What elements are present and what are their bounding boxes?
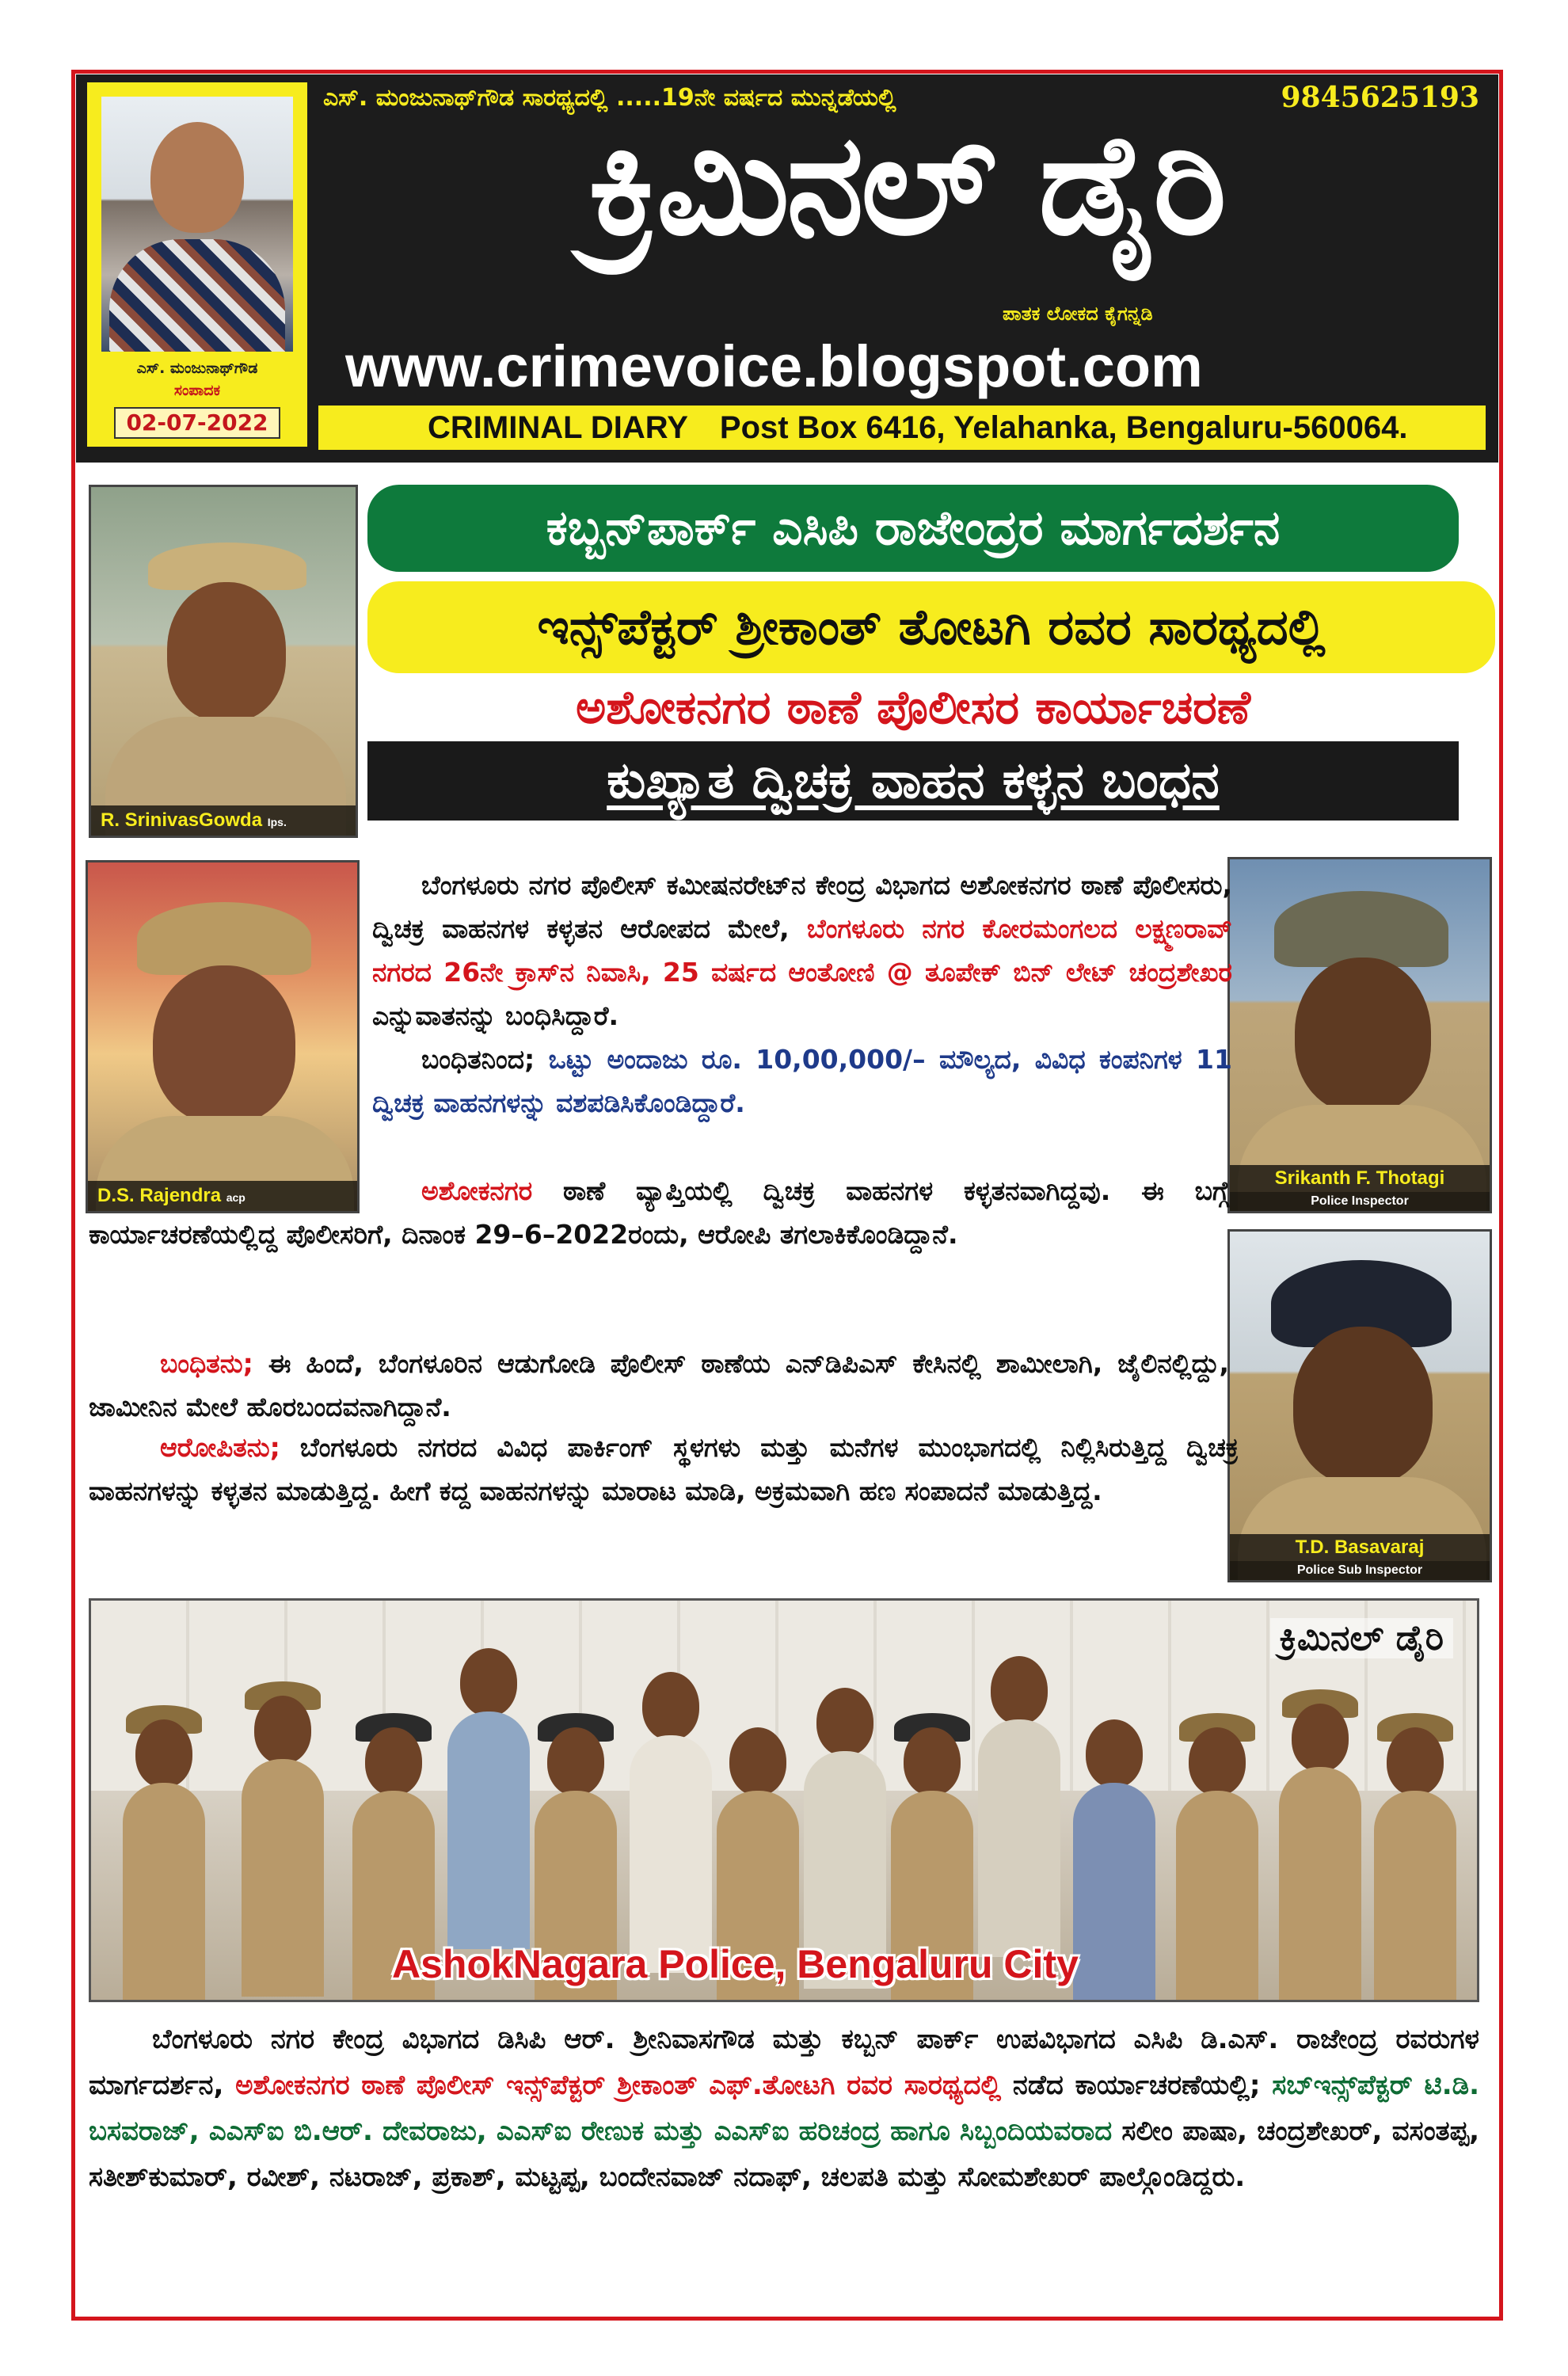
issue-date: 02-07-2022 xyxy=(114,407,280,439)
address-bar xyxy=(318,406,1486,450)
photo-caption-rank: Police Inspector xyxy=(1230,1192,1490,1211)
label-arrested: ಬಂಧಿತನು; xyxy=(160,1348,253,1379)
staff-credit: ಸಲೀಂ ಪಾಷಾ, ಚಂದ್ರಶೇಖರ್, ವಸಂತಪ್ಪ, ಸತೀಶ್‌ಕುಮಾರ್, ರವೀಶ್, ನಟರಾಜ್, ಪ್ರಕಾಶ್, ಮಟ್ಟಪ್ಪ, ಬಂದೇನವಾಜ್ ನದಾಫ್, ಚಲಪತಿ ಮತ್ತು ಸೋಮಶೇಖರ್ ಪಾಲ್ಗೊಂಡಿದ್ದರು. xyxy=(89,2115,1479,2193)
accused-details: ಬೆಂಗಳೂರು ನಗರ ಕೋರಮಂಗಲದ ಲಕ್ಷ್ಮಣರಾವ್ ನಗರದ 26ನೇ ಕ್ರಾಸ್‌ನ ನಿವಾಸಿ, 25 ವರ್ಷದ ಆಂತೋಣಿ @ ತೂಪೇಕ್ ಬಿನ್ ಲೇಟ್ ಚಂದ್ರಶೇಖರ xyxy=(372,913,1232,988)
group-photo xyxy=(89,1598,1479,2002)
article-paragraph-2 xyxy=(372,1038,1232,1125)
face xyxy=(167,582,286,722)
seizure-details: ಒಟ್ಟು ಅಂದಾಜು ರೂ. 10,00,000/– ಮೌಲ್ಯದ, ವಿವಿಧ ಕಂಪನಿಗಳ 11 ದ್ವಿಚಕ್ರ ವಾಹನಗಳನ್ನು ವಶಪಡಿಸಿಕೊಂಡಿದ್ದಾರೆ. xyxy=(372,1044,1232,1118)
article-paragraph-credits xyxy=(89,2016,1479,2200)
newspaper-title: ಕ್ರಿಮಿನಲ್ ಡೈರಿ xyxy=(588,104,1224,266)
photo-caption-name: Srikanth F. Thotagi xyxy=(1230,1165,1490,1192)
postal-address: Post Box 6416, Yelahanka, Bengaluru-560064. xyxy=(719,410,1408,445)
article-paragraph-3 xyxy=(89,1169,1229,1256)
team-credit: ಸಬ್‌ಇನ್ಸ್‌ಪೆಕ್ಟರ್ ಟಿ.ಡಿ. ಬಸವರಾಜ್, ಎಎಸ್‌ಐ ಬಿ.ಆರ್. ದೇವರಾಜು, ಎಎಸ್‌ಐ ರೇಣುಕ ಮತ್ತು ಎಎಸ್‌ಐ ಹರಿಚಂದ್ರ ಹಾಗೂ ಸಿಬ್ಬಂದಿಯವರಾದ xyxy=(89,2069,1479,2147)
headline-operation: ಅಶೋಕನಗರ ಠಾಣೆ ಪೊಲೀಸರ ಕಾರ್ಯಾಚರಣೆ xyxy=(575,680,1251,734)
photo-srinivas-gowda xyxy=(89,485,358,838)
text-span: ಬೆಂಗಳೂರು ನಗರ ಪೊಲೀಸ್ ಕಮೀಷನರೇಟ್‌ನ ಕೇಂದ್ರ ವಿಭಾಗದ ಅಶೋಕನಗರ ಠಾಣೆ ಪೊಲೀಸರು, ದ್ವಿಚಕ್ರ ವಾಹನಗಳ ಕಳ್ಳತನ ಆರೋಪದ ಮೇಲೆ, xyxy=(372,870,1232,944)
cap-icon xyxy=(137,902,311,975)
face xyxy=(1295,958,1431,1113)
paper-name: CRIMINAL DIARY xyxy=(428,410,688,445)
article-paragraph-1 xyxy=(372,863,1232,1038)
photo-caption-name: T.D. Basavaraj xyxy=(1230,1534,1490,1561)
text-span: ಈ ಹಿಂದೆ, ಬೆಂಗಳೂರಿನ ಆಡುಗೋಡಿ ಪೊಲೀಸ್ ಠಾಣೆಯ ಎನ್‌ಡಿಪಿಎಸ್ ಕೇಸಿನಲ್ಲಿ ಶಾಮೀಲಾಗಿ, ಜೈಲಿನಲ್ಲಿದ್ದು, ಜಾಮೀನಿನ ಮೇಲೆ ಹೊರಬಂದವನಾಗಿದ್ದಾನೆ. xyxy=(89,1348,1229,1422)
photo-caption-rank: acp xyxy=(226,1191,245,1204)
editor-name: ಎಸ್. ಮಂಜುನಾಥ್‌ಗೌಡ xyxy=(136,360,258,377)
station-name: ಅಶೋಕನಗರ xyxy=(421,1175,533,1206)
text-span: ನಡೆದ ಕಾರ್ಯಾಚರಣೆಯಲ್ಲಿ; xyxy=(1001,2069,1273,2101)
cap-icon xyxy=(1274,891,1448,967)
editor-photo-shirt xyxy=(109,239,285,352)
editor-photo-head xyxy=(150,122,244,233)
group-photo-caption: AshokNagara Police, Bengaluru City xyxy=(392,1942,1079,1986)
group-photo-logo: ಕ್ರಿಮಿನಲ್ ಡೈರಿ xyxy=(1270,1618,1453,1658)
text-span: ಬಂಧಿತನಿಂದ; xyxy=(421,1044,549,1075)
photo-caption-rank: Police Sub Inspector xyxy=(1230,1561,1490,1580)
photo-caption-name: D.S. Rajendra xyxy=(97,1185,222,1206)
text-span: ಎನ್ನುವಾತನನ್ನು ಬಂಧಿಸಿದ್ದಾರೆ. xyxy=(372,1000,619,1031)
text-span: ಬೆಂಗಳೂರು ನಗರದ ವಿವಿಧ ಪಾರ್ಕಿಂಗ್ ಸ್ಥಳಗಳು ಮತ್ತು ಮನೆಗಳ ಮುಂಭಾಗದಲ್ಲಿ ನಿಲ್ಲಿಸಿರುತ್ತಿದ್ದ ದ್ವಿಚಕ್ರ ವಾಹನಗಳನ್ನು ಕಳ್ಳತನ ಮಾಡುತ್ತಿದ್ದ. ಹೀಗೆ ಕದ್ದ ವಾಹನಗಳನ್ನು ಮಾರಾಟ ಮಾಡಿ, ಅಕ್ರಮವಾಗಿ ಹಣ ಸಂಪಾದನೆ ಮಾಡುತ್ತಿದ್ದ. xyxy=(89,1432,1239,1506)
text-span: ಬೆಂಗಳೂರು ನಗರ ಕೇಂದ್ರ ವಿಭಾಗದ ಡಿಸಿಪಿ ಆರ್. ಶ್ರೀನಿವಾಸಗೌಡ ಮತ್ತು ಕಬ್ಬನ್ ಪಾರ್ಕ್ ಉಪವಿಭಾಗದ ಎಸಿಪಿ ಡಿ.ಎಸ್. ರಾಜೇಂದ್ರ ರವರುಗಳ ಮಾರ್ಗದರ್ಶನ, xyxy=(89,2024,1479,2101)
masthead xyxy=(76,74,1498,463)
photo-caption-rank: Ips. xyxy=(267,816,287,828)
article-paragraph-4 xyxy=(89,1342,1229,1429)
photo-ds-rajendra xyxy=(86,860,360,1213)
masthead-phone: 9845625193 xyxy=(1281,81,1479,114)
article-paragraph-5 xyxy=(89,1426,1239,1513)
editor-photo xyxy=(101,97,293,352)
website-link[interactable]: www.crimevoice.blogspot.com xyxy=(345,333,1203,399)
text-span: ಠಾಣೆ ವ್ಯಾಪ್ತಿಯಲ್ಲಿ ದ್ವಿಚಕ್ರ ವಾಹನಗಳ ಕಳ್ಳತನವಾಗಿದ್ದವು. ಈ ಬಗ್ಗೆ ಕಾರ್ಯಾಚರಣೆಯಲ್ಲಿದ್ದ ಪೊಲೀಸರಿಗೆ, ದಿನಾಂಕ 29–6–2022ರಂದು, ಆರೋಪಿ ತಗಲಾಕಿಕೊಂಡಿದ್ದಾನೆ. xyxy=(89,1175,1229,1250)
headline-guidance: ಕಬ್ಬನ್‌ಪಾರ್ಕ್ ಎಸಿಪಿ ರಾಜೇಂದ್ರರ ಮಾರ್ಗದರ್ಶನ xyxy=(367,485,1459,572)
photo-td-basavaraj xyxy=(1227,1229,1492,1582)
face xyxy=(1293,1327,1433,1485)
editor-box xyxy=(87,82,307,447)
inspector-credit: ಅಶೋಕನಗರ ಠಾಣೆ ಪೊಲೀಸ್ ಇನ್ಸ್‌ಪೆಕ್ಟರ್ ಶ್ರೀಕಾಂತ್ ಎಫ್.ತೋಟಗಿ ರವರ ಸಾರಥ್ಯದಲ್ಲಿ xyxy=(235,2069,1002,2101)
photo-srikanth-thotagi xyxy=(1227,857,1492,1213)
photo-caption xyxy=(91,805,356,836)
newspaper-tagline: ಪಾತಕ ಲೋಕದ ಕೈಗನ್ನಡಿ xyxy=(1003,303,1153,325)
headline-arrest: ಕುಖ್ಯಾತ ದ್ವಿಚಕ್ರ ವಾಹನ ಕಳ್ಳನ ಬಂಧನ xyxy=(367,741,1459,821)
label-accused: ಆರೋಪಿತನು; xyxy=(160,1432,280,1463)
masthead-top-line: ಎಸ್. ಮಂಜುನಾಥ್‌ಗೌಡ ಸಾರಥ್ಯದಲ್ಲಿ .....19ನೇ ವರ್ಷದ ಮುನ್ನಡೆಯಲ್ಲಿ xyxy=(323,84,896,112)
photo-caption-name: R. SrinivasGowda xyxy=(101,809,263,831)
headline-inspector: ಇನ್ಸ್‌ಪೆಕ್ಟರ್ ಶ್ರೀಕಾಂತ್ ತೋಟಗಿ ರವರ ಸಾರಥ್ಯದಲ್ಲಿ xyxy=(367,581,1495,673)
face xyxy=(153,965,295,1124)
editor-role: ಸಂಪಾದಕ xyxy=(173,382,221,399)
